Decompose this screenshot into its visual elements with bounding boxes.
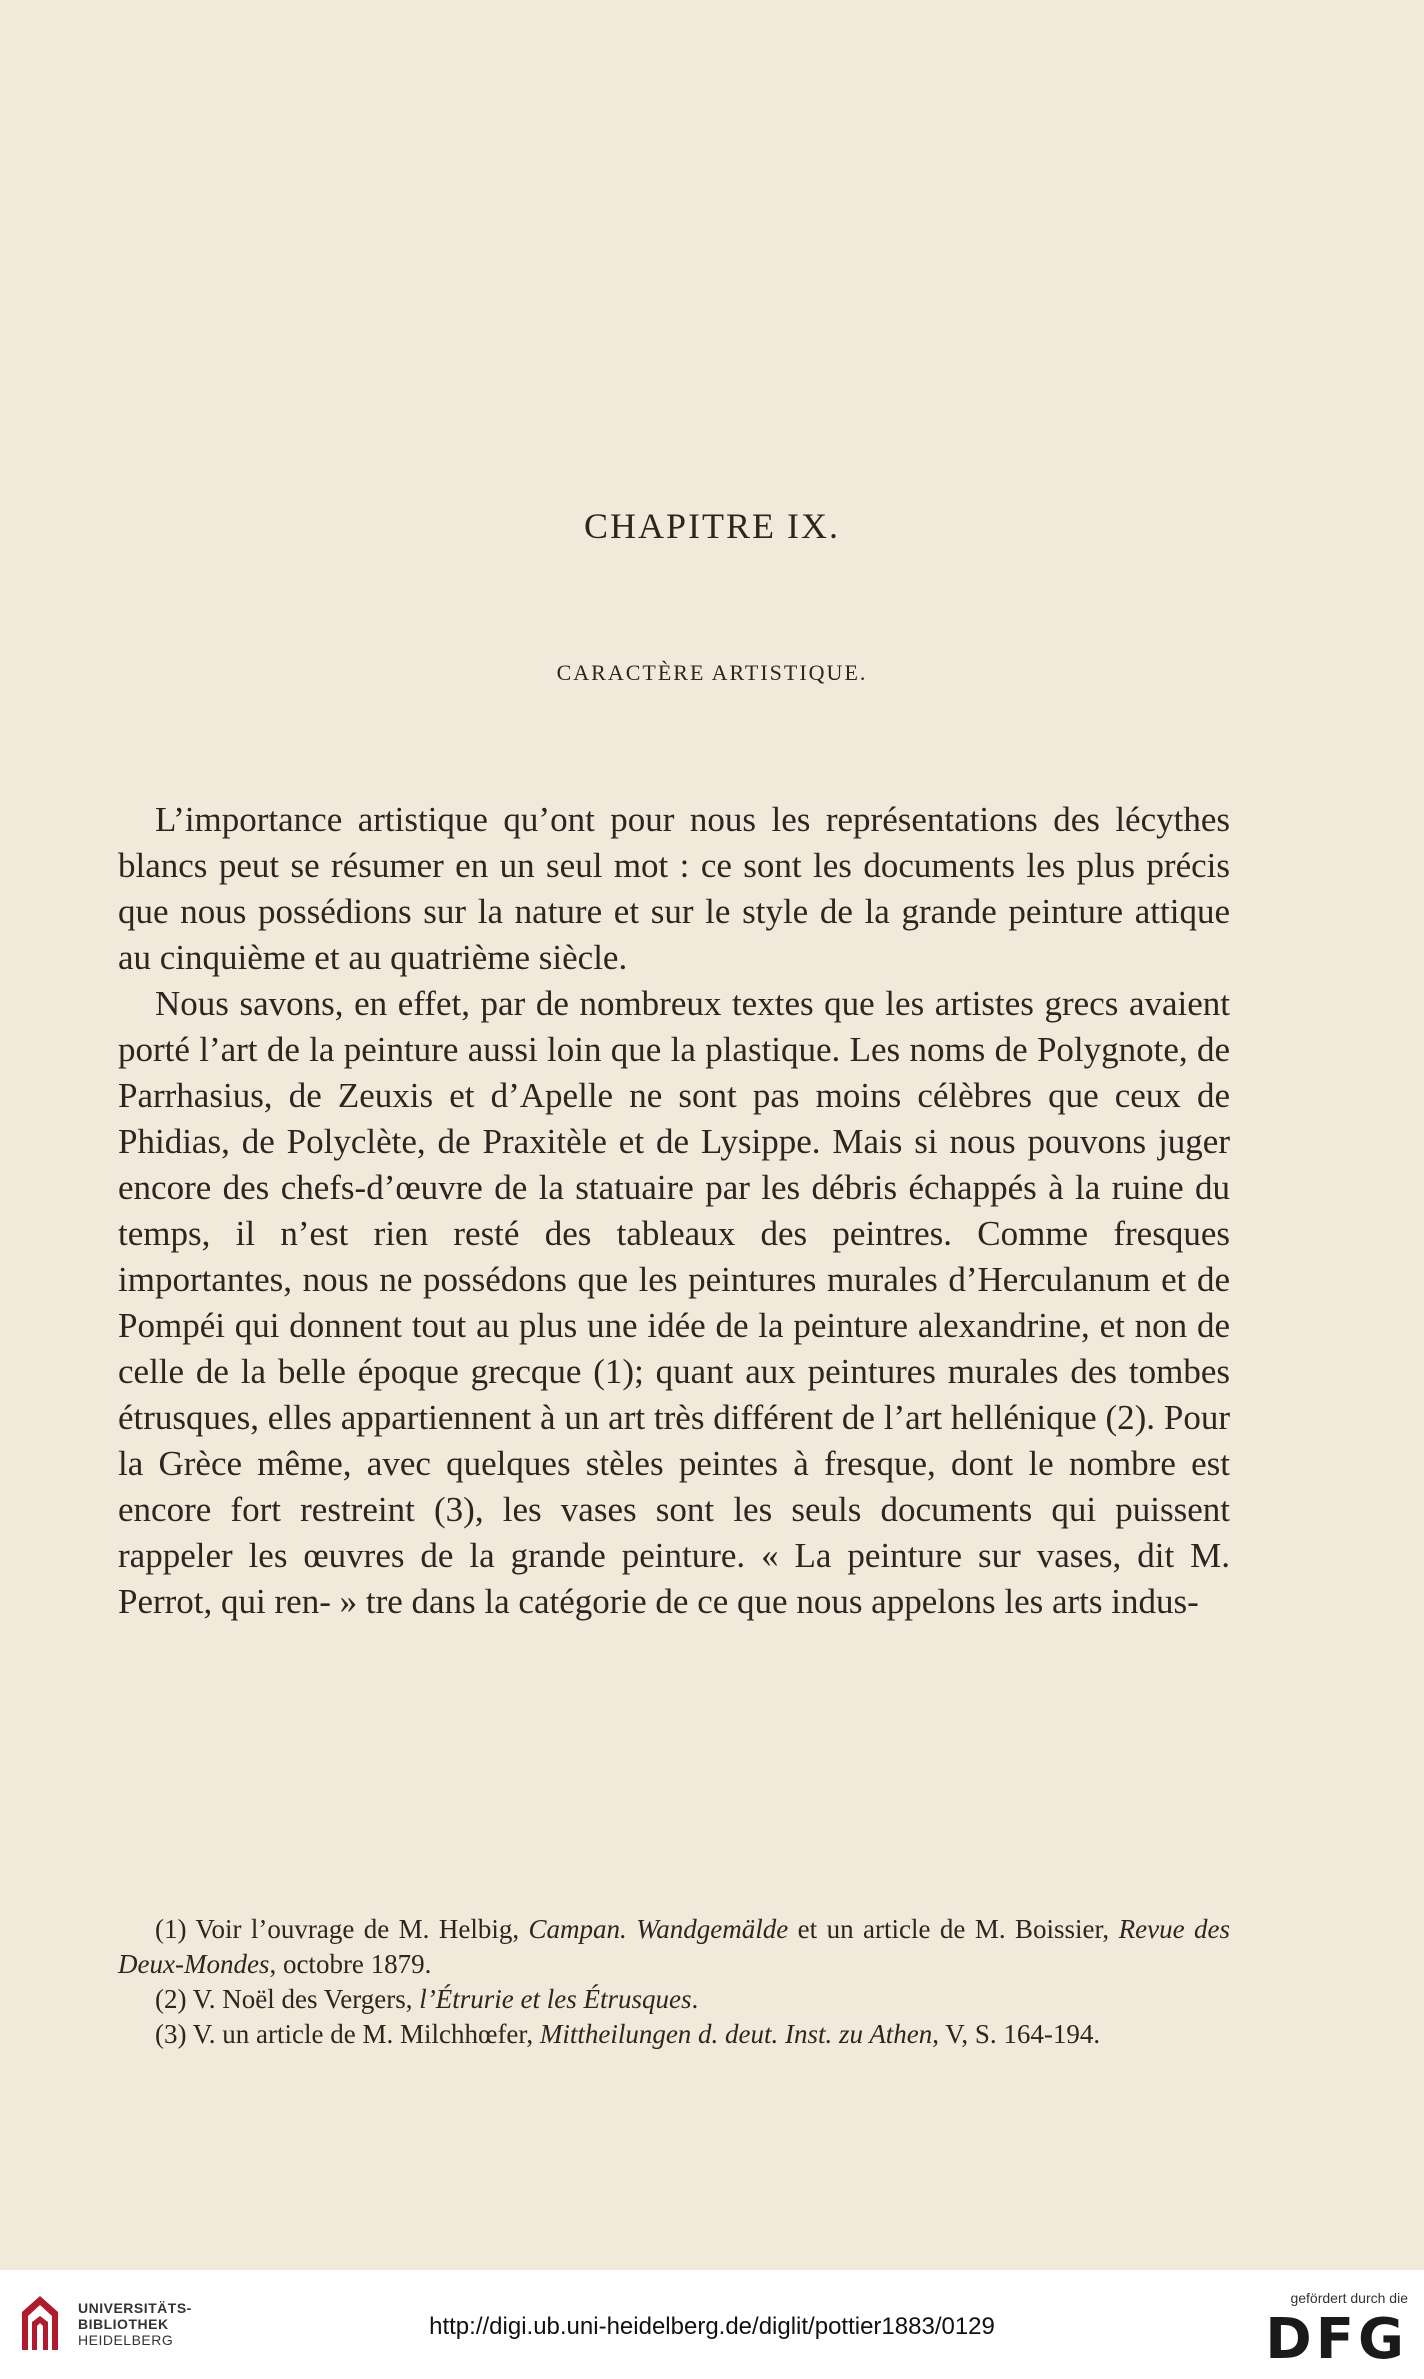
footnote-1-date: , octobre 1879. bbox=[269, 1949, 432, 1979]
footnote-1-text: (1) Voir l’ouvrage de M. Helbig, bbox=[155, 1914, 529, 1944]
footnote-1-title: Campan. Wandgemälde bbox=[528, 1914, 789, 1944]
section-title: CARACTÈRE ARTISTIQUE. bbox=[556, 660, 868, 685]
footnote-3-title: Mittheilungen d. deut. Inst. zu Athen bbox=[539, 2019, 933, 2049]
digitization-footer bbox=[0, 2270, 1424, 2379]
institution-line-2: BIBLIOTHEK bbox=[78, 2316, 169, 2332]
institution-line-1: UNIVERSITÄTS- bbox=[78, 2300, 192, 2316]
footnote-1-journal: Revue des Deux-Mondes bbox=[118, 1914, 1230, 1979]
footnotes bbox=[118, 1912, 1230, 2052]
funded-by-label: gefördert durch die bbox=[1290, 2290, 1408, 2306]
chapter-title: CHAPITRE IX. bbox=[584, 506, 840, 546]
body-text bbox=[118, 797, 1230, 1625]
permalink-url[interactable]: http://digi.ub.uni-heidelberg.de/diglit/pottier1883/0129 bbox=[429, 2313, 995, 2340]
footnote-2 bbox=[118, 1982, 1230, 2017]
footnote-2-title: l’Étrurie et les Étrusques bbox=[419, 1984, 692, 2014]
paragraph-1: L’importance artistique qu’ont pour nous les représentations des lécythes blancs peut se résumer en un seul mot : ce sont les documents les plus précis que nous possédions sur la nature et sur le style de la grande peinture attique au cinquième et au quatrième siècle. bbox=[118, 800, 1230, 977]
paragraph-2: Nous savons, en effet, par de nombreux textes que les artistes grecs avaient porté l’art de la peinture aussi loin que la plastique. Les noms de Polygnote, de Parrhasius, de Zeuxis et d’Apelle ne sont pas moins célèbres que ceux de Phidias, de Polyclète, de Praxitèle et de Lysippe. Mais si nous pouvons juger encore des chefs-d’œuvre de la statuaire par les débris échappés à la ruine du temps, il n’est rien resté des tableaux des peintres. Comme fresques importantes, nous ne possédons que les peintures murales d’Herculanum et de Pompéi qui donnent tout au plus une idée de la peinture alexandrine, et non de celle de la belle époque grecque (1); quant aux peintures murales des tombes étrusques, elles appartiennent à un art très différent de l’art hellénique (2). Pour la Grèce même, avec quelques stèles peintes à fresque, dont le nombre est encore fort restreint (3), les vases sont les seuls documents qui puissent rappeler les œuvres de la grande peinture. « La peinture sur vases, dit M. Perrot, qui ren- » tre dans la catégorie de ce que nous appelons les arts indus- bbox=[118, 984, 1230, 1621]
footnote-3-text: (3) V. un article de M. Milchhœfer, bbox=[155, 2019, 540, 2049]
dfg-logo: DFG bbox=[1265, 2307, 1408, 2372]
footnote-1 bbox=[118, 1912, 1230, 1982]
footnote-3 bbox=[118, 2017, 1230, 2052]
institution-line-3: HEIDELBERG bbox=[78, 2332, 174, 2348]
footnote-1-text-2: et un article de M. Boissier, bbox=[788, 1914, 1119, 1944]
footnote-2-end: . bbox=[691, 1984, 699, 2014]
footnote-2-text: (2) V. Noël des Vergers, bbox=[155, 1984, 420, 2014]
footnote-3-pages: , V, S. 164-194. bbox=[932, 2019, 1101, 2049]
